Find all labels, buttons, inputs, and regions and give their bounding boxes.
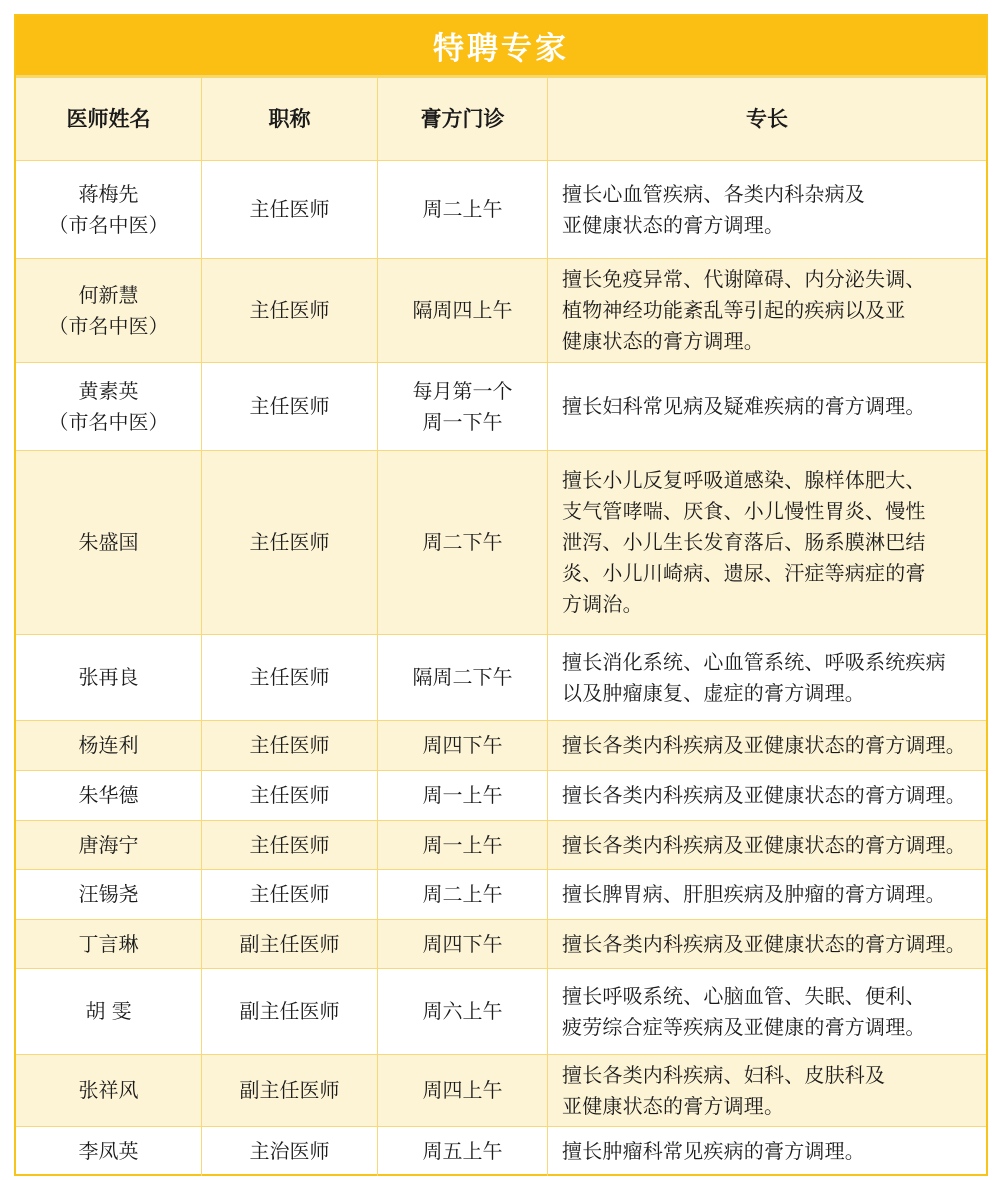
- table-row: [16, 919, 986, 968]
- header-title: 职称: [202, 78, 378, 160]
- table-header-row: [16, 78, 986, 160]
- table-row: [16, 160, 986, 258]
- clinic-time-cell: 周五上午: [378, 1127, 548, 1176]
- specialty-cell: 擅长心血管疾病、各类内科杂病及 亚健康状态的膏方调理。: [562, 181, 865, 237]
- clinic-time-cell: 隔周二下午: [378, 635, 548, 720]
- table-row: [16, 1126, 986, 1176]
- doctor-name-cell: 黄素英 （市名中医）: [16, 363, 202, 450]
- table-row: [16, 634, 986, 720]
- doctor-name-cell: 胡 雯: [16, 969, 202, 1054]
- clinic-time-cell: 周四上午: [378, 1055, 548, 1126]
- specialty-cell: 擅长免疫异常、代谢障碍、内分泌失调、 植物神经功能紊乱等引起的疾病以及亚 健康状态的膏方调理。: [562, 267, 926, 353]
- specialty-cell: 擅长各类内科疾病及亚健康状态的膏方调理。: [562, 832, 966, 857]
- clinic-time-cell: 周一上午: [378, 821, 548, 869]
- doctor-title-cell: 主任医师: [202, 870, 378, 919]
- specialty-cell: 擅长妇科常见病及疑难疾病的膏方调理。: [562, 394, 926, 418]
- page-title: 特聘专家: [433, 31, 569, 67]
- specialty-cell: 擅长呼吸系统、心脑血管、失眠、便利、 疲劳综合症等疾病及亚健康的膏方调理。: [562, 983, 926, 1039]
- clinic-time-cell: 周四下午: [378, 920, 548, 968]
- experts-table: [16, 78, 986, 1176]
- table-row: [16, 770, 986, 820]
- doctor-name-cell: 李凤英: [16, 1127, 202, 1176]
- doctor-title-cell: 主治医师: [202, 1127, 378, 1176]
- doctor-title-cell: 主任医师: [202, 161, 378, 258]
- doctor-name-cell: 张祥风: [16, 1055, 202, 1126]
- clinic-time-cell: 周六上午: [378, 969, 548, 1054]
- doctor-title-cell: 主任医师: [202, 635, 378, 720]
- table-row: [16, 450, 986, 634]
- table-row: [16, 362, 986, 450]
- specialty-cell: 擅长消化系统、心血管系统、呼吸系统疾病 以及肿瘤康复、虚症的膏方调理。: [562, 649, 946, 705]
- specialty-cell: 擅长各类内科疾病及亚健康状态的膏方调理。: [562, 783, 966, 807]
- specialty-cell: 擅长小儿反复呼吸道感染、腺样体肥大、 支气管哮喘、厌食、小儿慢性胃炎、慢性 泄泻、小儿生长发育落后、肠系膜淋巴结 炎、小儿川崎病、遗尿、汗症等病症的膏 方调治。: [562, 468, 926, 616]
- table-row: [16, 968, 986, 1054]
- doctor-title-cell: 副主任医师: [202, 920, 378, 968]
- clinic-time-cell: 周四下午: [378, 721, 548, 770]
- table-row: [16, 820, 986, 869]
- specialty-cell: 擅长各类内科疾病及亚健康状态的膏方调理。: [562, 931, 966, 956]
- clinic-time-cell: 周二下午: [378, 451, 548, 634]
- doctor-title-cell: 主任医师: [202, 363, 378, 450]
- doctor-name-cell: 朱华德: [16, 771, 202, 820]
- experts-table-card: [14, 14, 988, 1176]
- doctor-name-cell: 杨连利: [16, 721, 202, 770]
- doctor-name-cell: 朱盛国: [16, 451, 202, 634]
- clinic-time-cell: 隔周四上午: [378, 259, 548, 362]
- specialty-cell: 擅长肿瘤科常见疾病的膏方调理。: [562, 1139, 865, 1163]
- table-row: [16, 869, 986, 919]
- header-specialty: 专长: [746, 106, 788, 131]
- clinic-time-cell: 每月第一个 周一下午: [378, 363, 548, 450]
- doctor-name-cell: 张再良: [16, 635, 202, 720]
- doctor-title-cell: 主任医师: [202, 821, 378, 869]
- clinic-time-cell: 周一上午: [378, 771, 548, 820]
- specialty-cell: 擅长各类内科疾病、妇科、皮肤科及 亚健康状态的膏方调理。: [562, 1062, 886, 1118]
- doctor-title-cell: 主任医师: [202, 721, 378, 770]
- specialty-cell: 擅长脾胃病、肝胆疾病及肿瘤的膏方调理。: [562, 882, 946, 906]
- doctor-title-cell: 主任医师: [202, 771, 378, 820]
- doctor-title-cell: 主任医师: [202, 451, 378, 634]
- title-bar: [16, 16, 986, 78]
- clinic-time-cell: 周二上午: [378, 870, 548, 919]
- header-clinic: 膏方门诊: [378, 78, 548, 160]
- doctor-title-cell: 副主任医师: [202, 969, 378, 1054]
- doctor-name-cell: 唐海宁: [16, 821, 202, 869]
- table-row: [16, 258, 986, 362]
- doctor-name-cell: 蒋梅先 （市名中医）: [16, 161, 202, 258]
- clinic-time-cell: 周二上午: [378, 161, 548, 258]
- header-name: 医师姓名: [16, 78, 202, 160]
- doctor-name-cell: 丁言琳: [16, 920, 202, 968]
- specialty-cell: 擅长各类内科疾病及亚健康状态的膏方调理。: [562, 733, 966, 757]
- doctor-title-cell: 副主任医师: [202, 1055, 378, 1126]
- doctor-name-cell: 汪锡尧: [16, 870, 202, 919]
- table-row: [16, 1054, 986, 1126]
- doctor-title-cell: 主任医师: [202, 259, 378, 362]
- table-row: [16, 720, 986, 770]
- doctor-name-cell: 何新慧 （市名中医）: [16, 259, 202, 362]
